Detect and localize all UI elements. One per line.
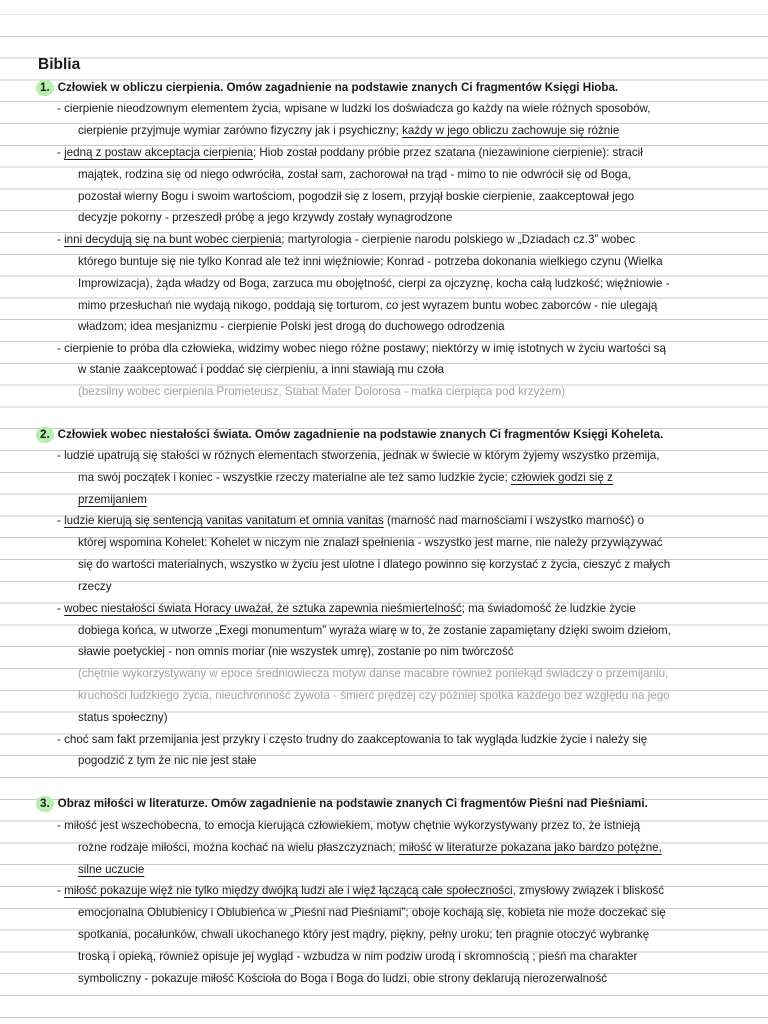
line-text: kruchości ludzkiego życia, nieuchronność żywota - śmierć prędzej czy później spotka każdego bez względu na jego (78, 689, 670, 702)
text-line (78, 298, 768, 314)
line-text: mimo przesłuchań nie wydają nikogo, poddają się torturom, co jest wyrazem buntu wobec zaborców - nie ulegają (78, 299, 658, 312)
text-line (78, 644, 768, 660)
text-line (78, 688, 768, 704)
line-text: ma swój początek i koniec - wszystkie rzeczy materialne ale też samo ludzkie życie; (78, 471, 511, 484)
line-text: decyzje pokorny - przeszedł próbę a jego krzywdy zostały wynagrodzone (78, 211, 453, 224)
line-text: dobiega końca, w utworze „Exegi monumentum” wyraża wiarę w to, że zostanie zapamiętany dzięki swoim dziełom, (78, 624, 671, 637)
line-text: w stanie zaakceptować i poddać się cierpieniu, a inni stawiają mu czoła (78, 363, 445, 376)
bullet-line (57, 732, 768, 748)
line-text: (bezsilny wobec cierpienia Prometeusz, Stabat Mater Dolorosa - matka cierpiąca pod krzyżem) (78, 385, 566, 398)
underlined-text: inni decydują się na bunt wobec cierpienia (64, 233, 282, 246)
bullet-line (57, 818, 768, 834)
line-text: sławie poetyckiej - non omnis moriar (nie wszystek umrę), zostanie po nim twórczość (78, 645, 514, 658)
section-heading-text: Człowiek wobec niestałości świata. Omów zagadnienie na podstawie znanych Ci fragmentów Księgi Koheleta. (57, 428, 664, 441)
bullet-line (57, 601, 768, 617)
line-text: - (57, 514, 65, 527)
line-text: emocjonalna Oblubienicy i Oblubieńca w „Pieśni nad Pieśniami”; oboje kochają się, kobieta nie może doczekać się (78, 906, 666, 919)
line-text: ; martyrologia - cierpienie narodu polskiego w „Dziadach cz.3” wobec (281, 233, 636, 246)
text-line (78, 384, 768, 400)
line-text: - (57, 146, 65, 159)
text-line (78, 710, 768, 726)
text-line (78, 276, 768, 292)
line-text: którego buntuje się nie tylko Konrad ale też inni więźniowie; Konrad - potrzeba dokonania wielkiego czynu (Wielka (78, 255, 663, 268)
text-line (78, 927, 768, 943)
text-line (78, 210, 768, 226)
line-text: się do wartości materialnych, wszystko w życiu jest ulotne i dlatego powinno się korzystać z życia, cieszyć z małych (78, 558, 671, 571)
text-line (78, 905, 768, 921)
underlined-text: miłość w literaturze pokazana jako bardzo potężne, (398, 841, 662, 854)
line-text: - (57, 884, 65, 897)
line-text: - miłość jest wszechobecna, to emocja kierująca człowiekiem, motyw chętnie wykorzystywany przez to, że istnieją (57, 819, 641, 832)
line-text: której wspomina Kohelet: Kohelet w niczym nie znalazł spełnienia - wszystko jest marne, nie należy przywiązywać (78, 536, 663, 549)
text-line (78, 840, 768, 856)
text-line (78, 666, 768, 682)
text-line (78, 753, 768, 769)
bullet-line (57, 232, 768, 248)
page-title: Biblia (38, 56, 81, 73)
line-text: - cierpienie nieodzownym elementem życia, wpisane w ludzki los doświadcza go każdy na wiele różnych sposobów, (57, 102, 651, 115)
section-heading-text: Obraz miłości w literaturze. Omów zagadnienie na podstawie znanych Ci fragmentów Pieśni nad Pieśniami. (57, 797, 648, 810)
text-line (78, 535, 768, 551)
section-heading (36, 427, 768, 443)
line-text: pogodzić z tym że nic nie jest stałe (78, 754, 257, 767)
line-text: rzeczy (78, 580, 112, 593)
text-line (78, 971, 768, 987)
line-text: - choć sam fakt przemijania jest przykry i często trudny do zaakceptowania to tak wygląda ludzkie życie i należy się (57, 733, 648, 746)
text-line (78, 579, 768, 595)
line-text: spotkania, pocałunków, chwali ukochanego który jest mądry, piękny, pełny uroku; ten pragnie otoczyć wybrankę (78, 928, 650, 941)
underlined-text: każdy w jego obliczu zachowuje się różnie (402, 124, 620, 137)
underlined-text: przemijaniem (78, 493, 147, 506)
text-line (78, 362, 768, 378)
text-line (78, 167, 768, 183)
line-text: status społeczny) (78, 711, 168, 724)
line-text: troską i opieką, również opisuje jej wygląd - wzbudza w nim podziw urodą i skromnością ; pieśń ma charakter (78, 950, 638, 963)
line-text: cierpienie przyjmuje wymiar zarówno fizyczny jak i psychiczny; (78, 124, 403, 137)
text-line (78, 492, 768, 508)
underlined-text: miłość pokazuje więź nie tylko między dwójką ludzi ale i więź łączącą całe społeczności (64, 884, 513, 897)
line-text: - (57, 233, 65, 246)
line-text: władzom; idea mesjanizmu - cierpienie Polski jest drogą do duchowego odrodzenia (78, 320, 505, 333)
line-text: (chętnie wykorzystywany w epoce średniowiecza motyw danse macabre również poniekąd świadczy o przemijaniu, (78, 667, 669, 680)
line-text: rożne rodzaje miłości, można kochać na wielu płaszczyznach; (78, 841, 399, 854)
text-line (78, 254, 768, 270)
text-line (78, 623, 768, 639)
text-line (78, 862, 768, 878)
section-number-badge: 2. (36, 427, 54, 443)
bullet-line (57, 883, 768, 899)
bullet-line (57, 341, 768, 357)
bullet-line (57, 101, 768, 117)
line-text: - ludzie upatrują się stałości w różnych elementach stworzenia, jednak w świecie w którym żyjemy wszystko przemija, (57, 449, 660, 462)
text-line (78, 123, 768, 139)
underlined-text: jedną z postaw akceptacja cierpienia (64, 146, 253, 159)
section-heading (36, 80, 768, 96)
underlined-text: silne uczucie (78, 863, 145, 876)
line-text: symboliczny - pokazuje miłość Kościoła do Boga i Boga do ludzi, obie strony deklarują nierozerwalność (78, 972, 608, 985)
underlined-text: wobec niestałości świata Horacy uważał, że sztuka zapewnia nieśmiertelność (64, 602, 462, 615)
line-text: pozostał wierny Bogu i swoim wartościom, pogodził się z losem, przyjął boskie cierpienie, zaakceptował jego (78, 190, 635, 203)
text-line (78, 557, 768, 573)
underlined-text: człowiek godzi się z (511, 471, 613, 484)
line-text: , zmysłowy związek i bliskość (512, 884, 664, 897)
line-text: Improwizacja), żąda władzy od Boga, zarzuca mu obojętność, cierpi za ojczyznę, kocha całą ludzkość; więźniowie - (78, 277, 670, 290)
line-text: majątek, rodzina się od niego odwróciła, został sam, zachorował na trąd - mimo to nie odwrócił się od Boga, (78, 168, 631, 181)
text-line (78, 189, 768, 205)
bullet-line (57, 448, 768, 464)
line-text: ; ma świadomość że ludzkie życie (461, 602, 636, 615)
text-line (78, 470, 768, 486)
section-number-badge: 1. (36, 80, 54, 96)
bullet-line (57, 513, 768, 529)
line-text: - cierpienie to próba dla człowieka, widzimy wobec niego różne postawy; niektórzy w imię istotnych w życiu wartości są (57, 342, 666, 355)
section-heading-text: Człowiek w obliczu cierpienia. Omów zagadnienie na podstawie znanych Ci fragmentów Księgi Hioba. (57, 81, 619, 94)
line-text: - (57, 602, 65, 615)
section-number-badge: 3. (36, 796, 54, 812)
line-text: ; Hiob został poddany próbie przez szatana (niezawinione cierpienie): stracił (252, 146, 643, 159)
underlined-text: ludzie kierują się sentencją vanitas vanitatum et omnia vanitas (64, 514, 384, 527)
line-text: (marność nad marnościami i wszystko marność) o (383, 514, 645, 527)
text-line (78, 319, 768, 335)
bullet-line (57, 145, 768, 161)
section-heading (36, 796, 768, 812)
text-line (78, 949, 768, 965)
